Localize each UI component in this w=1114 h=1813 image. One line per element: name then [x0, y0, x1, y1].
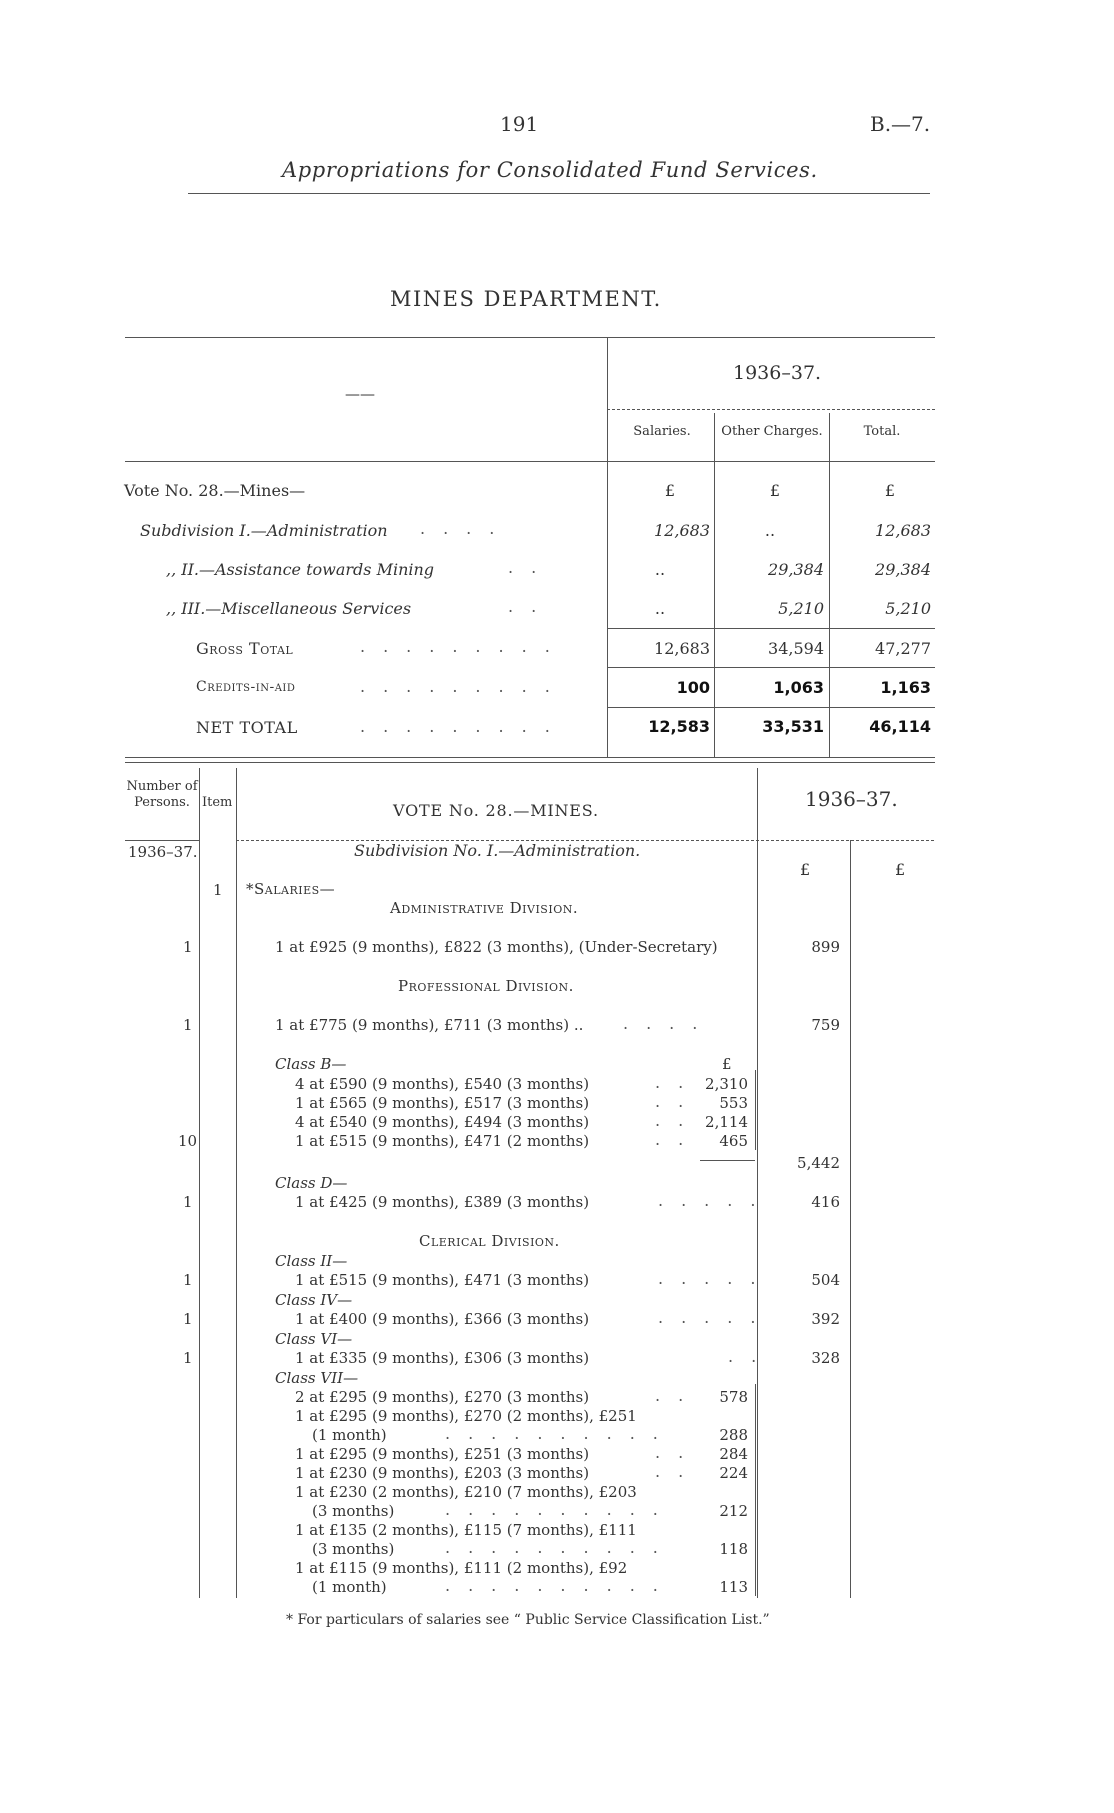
- class-vii-line: 1 at £115 (9 months), £111 (2 months), £92: [295, 1559, 628, 1577]
- undersecretary-amount: 899: [811, 938, 840, 956]
- vote-title: VOTE No. 28.—MINES.: [393, 801, 599, 820]
- leader-dots: .........: [360, 637, 568, 656]
- summary-top-rule: [125, 337, 935, 338]
- class-b-label: Class B—: [275, 1055, 347, 1073]
- summary-left-divider: [607, 337, 608, 757]
- persons-count: 1: [183, 1271, 193, 1289]
- leader-dots: ..: [508, 558, 555, 577]
- summary-row-total: 29,384: [875, 560, 931, 579]
- col-other-charges: Other Charges.: [721, 424, 823, 439]
- currency-total: £: [884, 481, 896, 500]
- leader-dots: ..: [508, 597, 555, 616]
- class-vii-line: 1 at £295 (9 months), £251 (3 months): [295, 1445, 590, 1463]
- leader-dots: ..........: [445, 1424, 676, 1443]
- summary-row-other: ..: [764, 521, 776, 540]
- class-d-amount: 416: [811, 1193, 840, 1211]
- summary-row-salaries: ..: [654, 560, 666, 579]
- persons-header-rule: [125, 840, 199, 841]
- page-subtitle: Appropriations for Consolidated Fund Services.: [282, 158, 818, 182]
- class-b-amount: 2,114: [705, 1113, 748, 1131]
- summary-row-label: NET TOTAL: [196, 718, 298, 737]
- currency-amount: £: [800, 860, 811, 879]
- clerical-division: Clerical Division.: [419, 1232, 560, 1250]
- persons-count: 10: [178, 1132, 198, 1150]
- class-vii-line-cont: (1 month): [312, 1578, 387, 1596]
- summary-salaries-divider: [714, 413, 715, 757]
- summary-row-label: ,, II.—Assistance towards Mining: [166, 560, 435, 579]
- department-title: MINES DEPARTMENT.: [390, 287, 662, 311]
- class-vii-amount: 118: [719, 1540, 748, 1558]
- persons-divider: [199, 768, 200, 1598]
- class-b-currency: £: [722, 1055, 732, 1073]
- leader-dots: ..: [655, 1130, 702, 1149]
- class-vii-line: 1 at £230 (2 months), £210 (7 months), £203: [295, 1483, 637, 1501]
- class-vii-line: 1 at £295 (9 months), £270 (2 months), £251: [295, 1407, 637, 1425]
- summary-row-total: 1,163: [880, 678, 931, 697]
- class-iv-amount: 392: [811, 1310, 840, 1328]
- class-iv-label: Class IV—: [275, 1291, 353, 1309]
- amount-divider: [757, 768, 758, 1598]
- class-b-line: 1 at £515 (9 months), £471 (2 months): [295, 1132, 590, 1150]
- summary-other-divider: [829, 413, 830, 757]
- professional-line: 1 at £775 (9 months), £711 (3 months) ..: [275, 1016, 584, 1034]
- summary-row-label: Gross Total: [196, 639, 294, 658]
- class-vi-label: Class VI—: [275, 1330, 353, 1348]
- class-b-amount: 553: [719, 1094, 748, 1112]
- summary-dash: ——: [345, 385, 375, 403]
- leader-dots: ..........: [445, 1500, 676, 1519]
- persons-count: 1: [183, 1193, 193, 1211]
- class-vii-line: 2 at £295 (9 months), £270 (3 months): [295, 1388, 590, 1406]
- class-vii-line: 1 at £230 (9 months), £203 (3 months): [295, 1464, 590, 1482]
- class-d-label: Class D—: [275, 1174, 348, 1192]
- persons-count: 1: [183, 1016, 193, 1034]
- class-vii-amount: 284: [719, 1445, 748, 1463]
- summary-header-rule: [125, 461, 935, 462]
- leader-dots: ..: [655, 1462, 702, 1481]
- undersecretary-line: 1 at £925 (9 months), £822 (3 months), (Under-Secretary): [275, 938, 718, 956]
- persons-count: 1: [183, 938, 193, 956]
- leader-dots: ..: [655, 1073, 702, 1092]
- persons-year: 1936–37.: [128, 843, 198, 861]
- class-d-line: 1 at £425 (9 months), £389 (3 months): [295, 1193, 590, 1211]
- class-b-total: 5,442: [797, 1154, 840, 1172]
- class-ii-amount: 504: [811, 1271, 840, 1289]
- footnote: * For particulars of salaries see “ Public Service Classification List.”: [286, 1612, 770, 1628]
- class-vii-line: 1 at £135 (2 months), £115 (7 months), £111: [295, 1521, 637, 1539]
- subdivision-title: Subdivision No. I.—Administration.: [354, 841, 641, 860]
- persons-count: 1: [183, 1349, 193, 1367]
- col-total: Total.: [863, 424, 901, 439]
- summary-row-other: 5,210: [778, 599, 824, 618]
- leader-dots: .....: [658, 1269, 774, 1288]
- class-vi-amount: 328: [811, 1349, 840, 1367]
- summary-row-salaries: 12,683: [654, 639, 710, 658]
- administrative-division: Administrative Division.: [390, 899, 579, 917]
- summary-bottom-rule-2: [125, 762, 935, 763]
- professional-division: Professional Division.: [398, 977, 574, 995]
- summary-credits-rule: [607, 667, 935, 668]
- class-vii-line-cont: (1 month): [312, 1426, 387, 1444]
- col-item: Item: [202, 795, 233, 810]
- leader-dots: ..: [655, 1443, 702, 1462]
- class-vii-amount: 288: [719, 1426, 748, 1444]
- leader-dots: ....: [623, 1014, 716, 1033]
- class-iv-line: 1 at £400 (9 months), £366 (3 months): [295, 1310, 590, 1328]
- summary-row-total: 12,683: [875, 521, 931, 540]
- summary-row-total: 5,210: [885, 599, 931, 618]
- class-vii-label: Class VII—: [275, 1369, 359, 1387]
- detail-year: 1936–37.: [805, 787, 898, 811]
- salaries-heading: *Salaries—: [246, 880, 336, 898]
- leader-dots: ..: [655, 1092, 702, 1111]
- currency-other: £: [769, 481, 781, 500]
- summary-gross-rule: [607, 628, 935, 629]
- class-vi-line: 1 at £335 (9 months), £306 (3 months): [295, 1349, 590, 1367]
- leader-dots: .....: [658, 1191, 774, 1210]
- currency-salaries: £: [664, 481, 676, 500]
- summary-row-total: 46,114: [869, 717, 931, 736]
- summary-row-total: 47,277: [875, 639, 931, 658]
- leader-dots: .........: [360, 677, 568, 696]
- summary-year-rule: [607, 409, 935, 410]
- vote-label: Vote No. 28.—Mines—: [124, 481, 306, 500]
- class-ii-line: 1 at £515 (9 months), £471 (3 months): [295, 1271, 590, 1289]
- class-vii-amount: 212: [719, 1502, 748, 1520]
- professional-amount: 759: [811, 1016, 840, 1034]
- summary-row-salaries: ..: [654, 599, 666, 618]
- class-b-line: 1 at £565 (9 months), £517 (3 months): [295, 1094, 590, 1112]
- summary-row-other: 33,531: [762, 717, 824, 736]
- item-number: 1: [213, 881, 223, 899]
- page-number: 191: [500, 112, 539, 136]
- total-divider: [850, 840, 851, 1598]
- col-salaries: Salaries.: [633, 424, 691, 439]
- summary-year: 1936–37.: [733, 362, 822, 384]
- col-number-of-persons: Number of Persons.: [126, 779, 198, 810]
- class-b-amount: 465: [719, 1132, 748, 1150]
- currency-total: £: [895, 860, 906, 879]
- leader-dots: ..: [728, 1347, 775, 1366]
- leader-dots: ....: [420, 519, 513, 538]
- summary-row-other: 1,063: [773, 678, 824, 697]
- persons-count: 1: [183, 1310, 193, 1328]
- item-divider: [236, 768, 237, 1598]
- leader-dots: .....: [658, 1308, 774, 1327]
- leader-dots: ..........: [445, 1538, 676, 1557]
- leader-dots: ..: [655, 1386, 702, 1405]
- class-b-line: 4 at £540 (9 months), £494 (3 months): [295, 1113, 590, 1131]
- summary-row-other: 29,384: [768, 560, 824, 579]
- summary-row-salaries: 12,683: [654, 521, 710, 540]
- class-vii-amount: 224: [719, 1464, 748, 1482]
- document-code: B.—7.: [870, 112, 931, 136]
- class-b-line: 4 at £590 (9 months), £540 (3 months): [295, 1075, 590, 1093]
- class-vii-bracket: [755, 1384, 756, 1596]
- header-rule: [188, 193, 930, 194]
- class-b-bracket: [755, 1070, 756, 1150]
- class-b-sum-rule: [700, 1160, 755, 1161]
- summary-row-label: Subdivision I.—Administration: [140, 521, 388, 540]
- class-ii-label: Class II—: [275, 1252, 348, 1270]
- class-vii-line-cont: (3 months): [312, 1502, 395, 1520]
- class-vii-amount: 578: [719, 1388, 748, 1406]
- class-b-amount: 2,310: [705, 1075, 748, 1093]
- leader-dots: ..: [655, 1111, 702, 1130]
- summary-row-salaries: 100: [676, 678, 710, 697]
- summary-row-salaries: 12,583: [648, 717, 710, 736]
- class-vii-amount: 113: [719, 1578, 748, 1596]
- class-vii-line-cont: (3 months): [312, 1540, 395, 1558]
- summary-row-label: Credits-in-aid: [196, 679, 296, 695]
- summary-row-other: 34,594: [768, 639, 824, 658]
- summary-row-label: ,, III.—Miscellaneous Services: [166, 599, 412, 618]
- leader-dots: .........: [360, 717, 568, 736]
- summary-net-rule: [607, 707, 935, 708]
- summary-bottom-rule: [125, 757, 935, 758]
- leader-dots: ..........: [445, 1576, 676, 1595]
